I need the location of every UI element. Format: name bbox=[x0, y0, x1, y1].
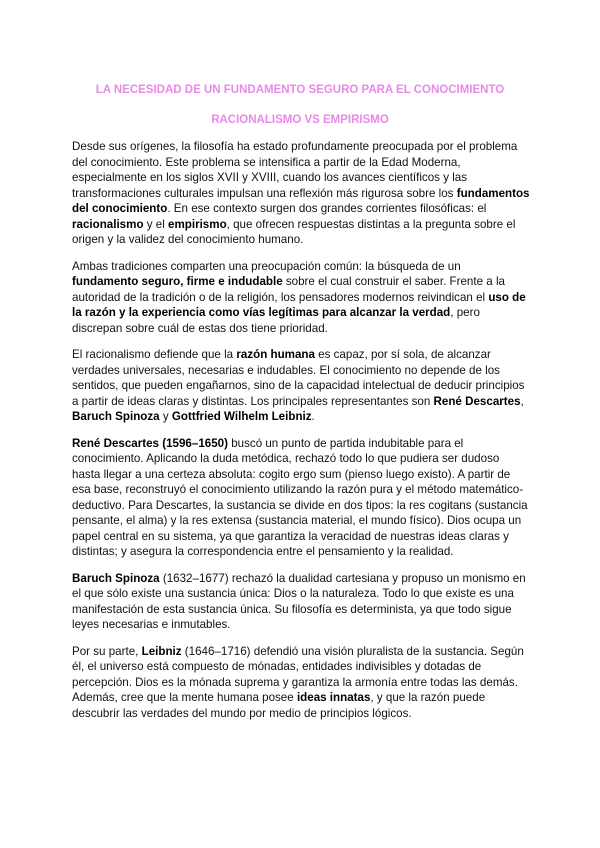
paragraph-intro: Desde sus orígenes, la filosofía ha estado profundamente preocupada por el problema del conocimiento. Este problema se intensifica a partir de la Edad Moderna, especialmente en los siglos XVII y XVIII, cuando los avances científicos y las transformaciones culturales impulsan una reflexión más rigurosa sobre los fundamentos del conocimiento. En ese contexto surgen dos grandes corrientes filosóficas: el racionalismo y el empirismo, que ofrecen respuestas distintas a la pregunta sobre el origen y la validez del conocimiento humano. bbox=[72, 140, 530, 246]
document-subtitle: RACIONALISMO VS EMPIRISMO bbox=[211, 114, 389, 126]
document-title: LA NECESIDAD DE UN FUNDAMENTO SEGURO PARA EL CONOCIMIENTO bbox=[95, 84, 505, 96]
paragraph-rationalism: El racionalismo defiende que la razón humana es capaz, por sí sola, de alcanzar verdades universales, necesarias e indudables. El conocimiento no depende de los sentidos, que pueden engañarnos, sino de la capacidad intelectual de deducir principios a partir de ideas claras y distintas. Los principales representantes son René Descartes, Baruch Spinoza y Gottfried Wilhelm Leibniz. bbox=[72, 348, 525, 423]
paragraph-descartes: René Descartes (1596–1650) buscó un punto de partida indubitable para el conocimiento. Aplicando la duda metódica, rechazó todo lo que pudiera ser dudoso hasta llegar a una certeza absoluta: cogito ergo sum (pienso luego existo). A partir de esa base, reconstruyó el conocimiento utilizando la razón pura y el método matemático-deductivo. Para Descartes, la sustancia se divide en dos tipos: la res cogitans (sustancia pensante, el alma) y la res extensa (sustancia material, el mundo físico). Dios ocupa un papel central en su sistema, ya que garantiza la veracidad de nuestras ideas claras y distintas; y asegura la correspondencia entre el pensamiento y la realidad. bbox=[72, 436, 528, 558]
paragraph-spinoza: Baruch Spinoza (1632–1677) rechazó la dualidad cartesiana y propuso un monismo en el que sólo existe una sustancia única: Dios o la naturaleza. Todo lo que existe es una manifestación de esta sustancia única. Su filosofía es determinista, ya que todo sigue leyes necesarias e inmutables. bbox=[72, 571, 526, 631]
document-body bbox=[72, 139, 530, 732]
paragraph-common-concern: Ambas tradiciones comparten una preocupación común: la búsqueda de un fundamento seguro, firme e indudable sobre el cual construir el saber. Frente a la autoridad de la tradición o de la religión, los pensadores modernos reivindican el uso de la razón y la experiencia como vías legítimas para alcanzar la verdad, pero discrepan sobre cuál de estas dos tiene prioridad. bbox=[72, 259, 526, 335]
paragraph-leibniz: Por su parte, Leibniz (1646–1716) defendió una visión pluralista de la sustancia. Según él, el universo está compuesto de mónadas, entidades indivisibles y dotadas de percepción. Dios es la mónada suprema y garantiza la armonía entre todas las demás. Además, cree que la mente humana posee ideas innatas, y que la razón puede descubrir las verdades del mundo por medio de principios lógicos. bbox=[72, 644, 524, 720]
